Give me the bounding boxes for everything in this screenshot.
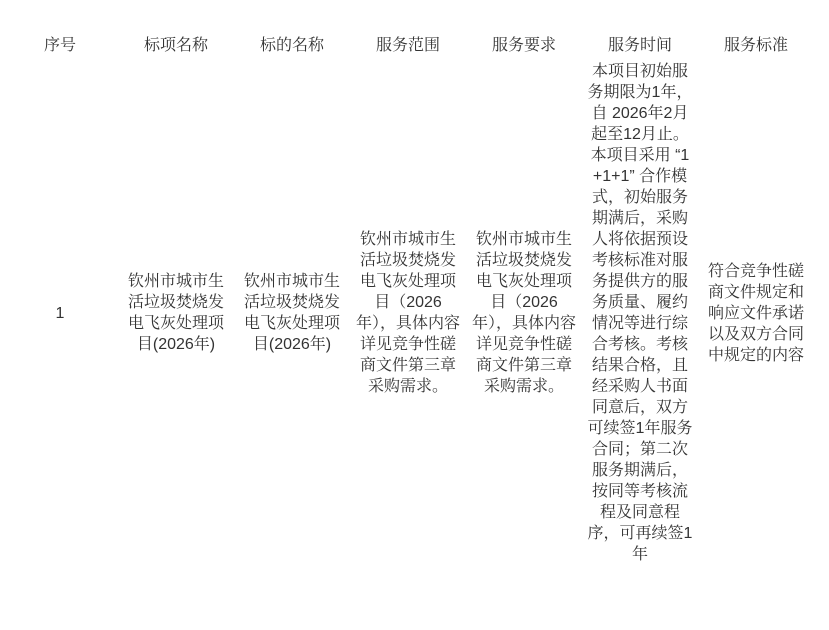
header-service-requirements: 服务要求 [466, 25, 582, 61]
header-item-name: 标项名称 [118, 25, 234, 61]
header-service-time: 服务时间 [582, 25, 698, 61]
header-row [2, 25, 814, 61]
cell-subject-name: 钦州市城市生活垃圾焚烧发电飞灰处理项目(2026年) [234, 61, 350, 565]
cell-seq: 1 [2, 61, 118, 565]
header-service-scope: 服务范围 [350, 25, 466, 61]
header-seq: 序号 [2, 25, 118, 61]
cell-item-name: 钦州市城市生活垃圾焚烧发电飞灰处理项目(2026年) [118, 61, 234, 565]
table-row [2, 61, 814, 565]
header-subject-name: 标的名称 [234, 25, 350, 61]
cell-service-requirements: 钦州市城市生活垃圾焚烧发电飞灰处理项目（2026年），具体内容详见竞争性磋商文件第三章采购需求。 [466, 61, 582, 565]
cell-service-standard: 符合竞争性磋商文件规定和响应文件承诺以及双方合同中规定的内容 [698, 61, 814, 565]
procurement-info-table [2, 25, 814, 565]
procurement-notice-page [0, 25, 829, 630]
cell-service-time: 本项目初始服务期限为1年，自 2026年2月起至12月止。本项目采用 “1+1+1” 合作模式，初始服务期满后，采购人将依据预设考核标准对服务提供方的服务质量、履约情况等进行综合考核。考核结果合格，且经采购人书面同意后，双方可续签1年服务合同；第二次服务期满后，按同等考核流程及同意程序，可再续签1年 [582, 61, 698, 565]
cell-service-scope: 钦州市城市生活垃圾焚烧发电飞灰处理项目（2026年），具体内容详见竞争性磋商文件第三章采购需求。 [350, 61, 466, 565]
page-body [0, 25, 829, 630]
header-service-standard: 服务标准 [698, 25, 814, 61]
